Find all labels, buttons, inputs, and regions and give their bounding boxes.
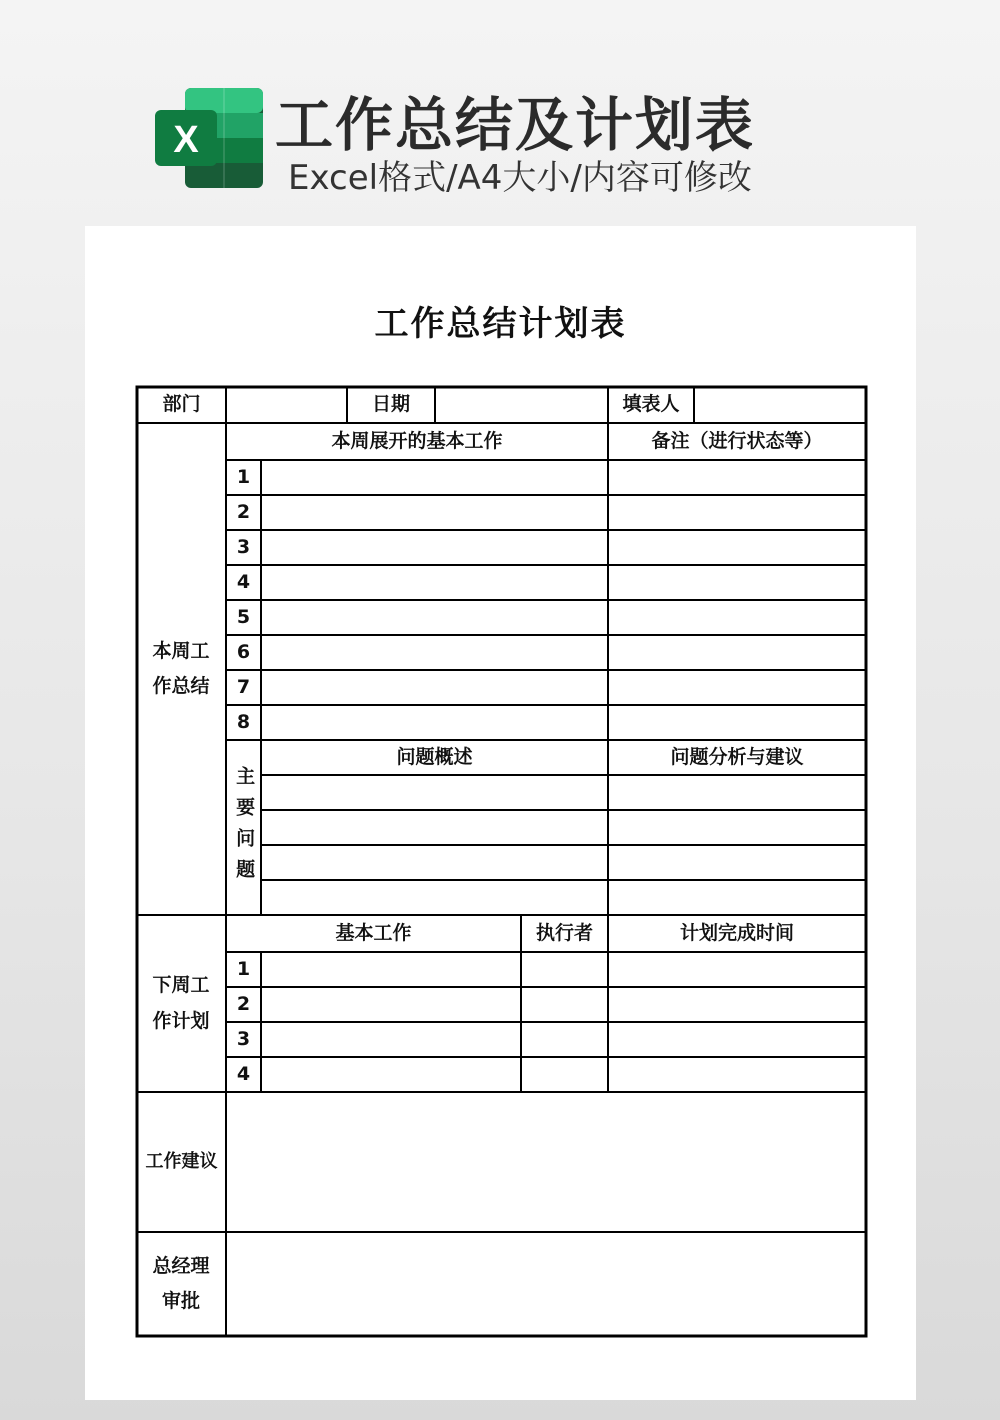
- dept-input[interactable]: [226, 387, 347, 423]
- issues-col-analysis: 问题分析与建议: [670, 745, 804, 768]
- plan-row-number: 3: [236, 1027, 251, 1050]
- banner-subtitle: Excel格式/A4大小/内容可修改: [288, 158, 752, 198]
- logo-letter: X: [173, 119, 199, 161]
- banner-title: 工作总结及计划表: [275, 91, 756, 159]
- document-title: 工作总结计划表: [374, 304, 627, 344]
- summary-row-number: 1: [236, 465, 251, 488]
- summary-col-work: 本周展开的基本工作: [331, 429, 503, 452]
- banner: [0, 0, 1000, 220]
- plan-section-label: 下周工作计划: [152, 974, 210, 1032]
- filler-input[interactable]: [694, 387, 866, 423]
- date-label: 日期: [371, 393, 410, 416]
- plan-col-owner: 执行者: [535, 921, 593, 944]
- advice-label: 工作建议: [145, 1151, 218, 1173]
- summary-col-note: 备注（进行状态等）: [651, 429, 823, 452]
- summary-row-number: 4: [236, 570, 251, 593]
- document-sheet: [85, 226, 916, 1400]
- approval-label: 总经理审批: [152, 1254, 210, 1312]
- issues-label: 主要问题: [233, 765, 256, 890]
- plan-row-number: 1: [236, 957, 251, 980]
- summary-row-number: 7: [236, 675, 251, 698]
- advice-input[interactable]: [226, 1092, 866, 1232]
- summary-row-number: 8: [236, 710, 251, 733]
- plan-row-number: 2: [236, 992, 251, 1015]
- issues-col-summary: 问题概述: [396, 745, 473, 768]
- summary-row-number: 6: [236, 640, 251, 663]
- summary-row-number: 2: [236, 500, 251, 523]
- summary-row-number: 5: [236, 605, 251, 628]
- excel-icon: [155, 88, 263, 188]
- plan-col-time: 计划完成时间: [679, 921, 794, 944]
- date-input[interactable]: [435, 387, 608, 423]
- approval-input[interactable]: [226, 1232, 866, 1336]
- summary-row-number: 3: [236, 535, 251, 558]
- plan-row-number: 4: [236, 1062, 251, 1085]
- filler-label: 填表人: [622, 393, 680, 416]
- plan-col-work: 基本工作: [335, 921, 412, 944]
- summary-section-label: 本周工作总结: [152, 639, 210, 697]
- dept-label: 部门: [162, 393, 201, 416]
